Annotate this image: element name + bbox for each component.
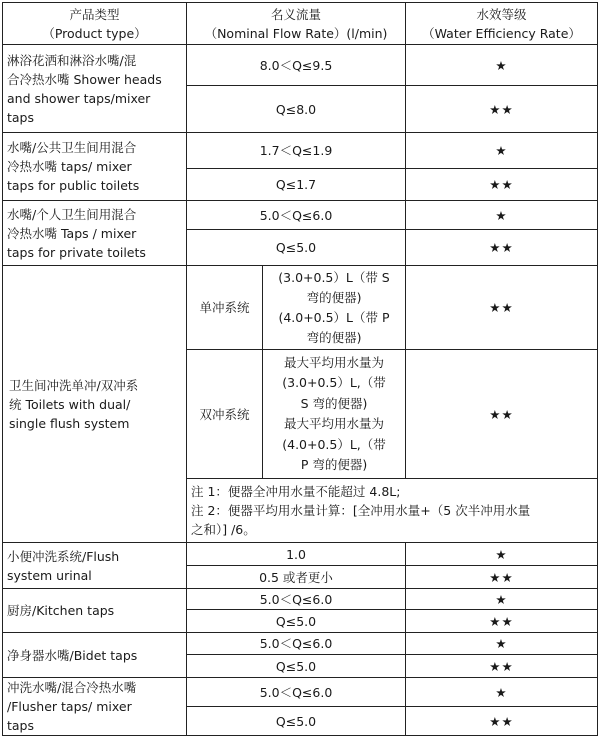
shower-flow-2: Q≤8.0 [187,86,406,133]
public-tap-label [3,133,187,201]
kitchen-flow-2: Q≤5.0 [187,610,406,633]
urinal-label [3,543,187,589]
header-efficiency-en: （Water Efficiency Rate） [422,25,581,41]
toilet-notes [187,479,598,543]
bidet-flow-2: Q≤5.0 [187,655,406,678]
dual-flush-flow-line: P 弯的便器) [300,457,368,472]
dual-flush-rating: ★★ [406,350,598,479]
private-tap-flow-2: Q≤5.0 [187,230,406,266]
bidet-rating-1: ★ [406,633,598,655]
urinal-label-line: 小便冲洗系统/Flush [7,548,120,564]
dual-flush-flow-line: (3.0+0.5）L,（带 [282,375,386,390]
header-product-type-en: （Product type） [42,25,147,41]
toilet-label-line: 统 Toilets with dual/ [9,396,131,412]
shower-row-1 [3,45,598,86]
flusher-rating-2: ★★ [406,707,598,736]
toilet-label-line: single flush system [9,415,130,431]
urinal-label-line: system urinal [7,567,92,583]
single-flush-flow-line: (4.0+0.5）L（带 P [278,309,390,325]
shower-rating-2: ★★ [406,86,598,133]
flusher-label-line: taps [7,718,35,733]
private-tap-label-line: taps for private toilets [7,244,146,260]
public-tap-label-line: taps for public toilets [7,178,140,193]
bidet-rating-2: ★★ [406,655,598,678]
dual-flush-flow [263,350,406,479]
shower-label-line: and shower taps/mixer [7,90,151,106]
single-flush-flow-line: 弯的便器) [306,329,362,345]
bidet-flow-1: 5.0＜Q≤6.0 [187,633,406,655]
shower-rating-1: ★ [406,45,598,86]
toilet-note-line: 注 1：便器全冲用水量不能超过 4.8L; [191,484,401,499]
toilet-note-line: 之和）] /6。 [191,522,256,537]
public-tap-rating-1: ★ [406,133,598,169]
dual-flush-flow-line: 最大平均用水量为 [284,354,385,370]
shower-label-line: taps [7,109,35,125]
public-tap-row-1 [3,133,598,169]
private-tap-label-line: 冷热水嘴 Taps / mixer [7,225,137,241]
flusher-label [3,678,187,736]
header-row [3,3,598,45]
kitchen-row-1 [3,589,598,610]
kitchen-rating-1: ★ [406,589,598,610]
single-flush-flow-line: 弯的便器) [306,289,362,305]
private-tap-label-line: 水嘴/个人卫生间用混合 [7,206,137,222]
urinal-flow-1: 1.0 [187,543,406,566]
toilet-single-row [3,266,598,350]
kitchen-label: 厨房/Kitchen taps [3,589,187,633]
flusher-label-line: /Flusher taps/ mixer [7,699,132,714]
toilet-label [3,266,187,543]
single-flush-flow-line: (3.0+0.5）L（带 S [278,269,390,285]
urinal-rating-1: ★ [406,543,598,566]
urinal-flow-2: 0.5 或者更小 [187,566,406,589]
header-flow-rate-en: （Nominal Flow Rate）(l/min) [204,25,388,41]
water-efficiency-table [2,2,598,736]
flusher-flow-2: Q≤5.0 [187,707,406,736]
flusher-row-1 [3,678,598,707]
urinal-rating-2: ★★ [406,566,598,589]
shower-label-line: 合冷热水嘴 Shower heads [7,71,162,87]
public-tap-rating-2: ★★ [406,169,598,201]
header-efficiency-cn: 水效等级 [476,6,527,22]
private-tap-flow-1: 5.0＜Q≤6.0 [187,201,406,230]
urinal-row-1 [3,543,598,566]
private-tap-rating-2: ★★ [406,230,598,266]
private-tap-row-1 [3,201,598,230]
private-tap-rating-1: ★ [406,201,598,230]
single-flush-rating: ★★ [406,266,598,350]
flusher-rating-1: ★ [406,678,598,707]
flusher-label-line: 冲洗水嘴/混合冷热水嘴 [7,680,137,695]
shower-flow-1: 8.0＜Q≤9.5 [187,45,406,86]
kitchen-rating-2: ★★ [406,610,598,633]
dual-flush-flow-line: 最大平均用水量为 [284,416,385,431]
single-flush-label: 单冲系统 [187,266,263,350]
header-flow-rate [187,3,406,45]
single-flush-flow [263,266,406,350]
kitchen-flow-1: 5.0＜Q≤6.0 [187,589,406,610]
dual-flush-flow-line: (4.0+0.5）L,（带 [282,436,386,452]
flusher-flow-1: 5.0＜Q≤6.0 [187,678,406,707]
shower-label-line: 淋浴花洒和淋浴水嘴/混 [7,52,137,68]
dual-flush-label: 双冲系统 [187,350,263,479]
toilet-note-line: 注 2：便器平均用水量计算：[全冲用水量+（5 次半冲用水量 [191,503,531,518]
public-tap-label-line: 冷热水嘴 taps/ mixer [7,159,132,174]
header-flow-rate-cn: 名义流量 [271,6,322,22]
header-efficiency [406,3,598,45]
public-tap-flow-1: 1.7＜Q≤1.9 [187,133,406,169]
bidet-row-1 [3,633,598,655]
header-product-type-cn: 产品类型 [69,6,120,22]
bidet-label: 净身器水嘴/Bidet taps [3,633,187,678]
public-tap-label-line: 水嘴/公共卫生间用混合 [7,140,137,155]
private-tap-label [3,201,187,266]
header-product-type [3,3,187,45]
shower-label [3,45,187,133]
dual-flush-flow-line: S 弯的便器) [300,395,368,411]
public-tap-flow-2: Q≤1.7 [187,169,406,201]
toilet-label-line: 卫生间冲洗单冲/双冲系 [9,377,139,393]
